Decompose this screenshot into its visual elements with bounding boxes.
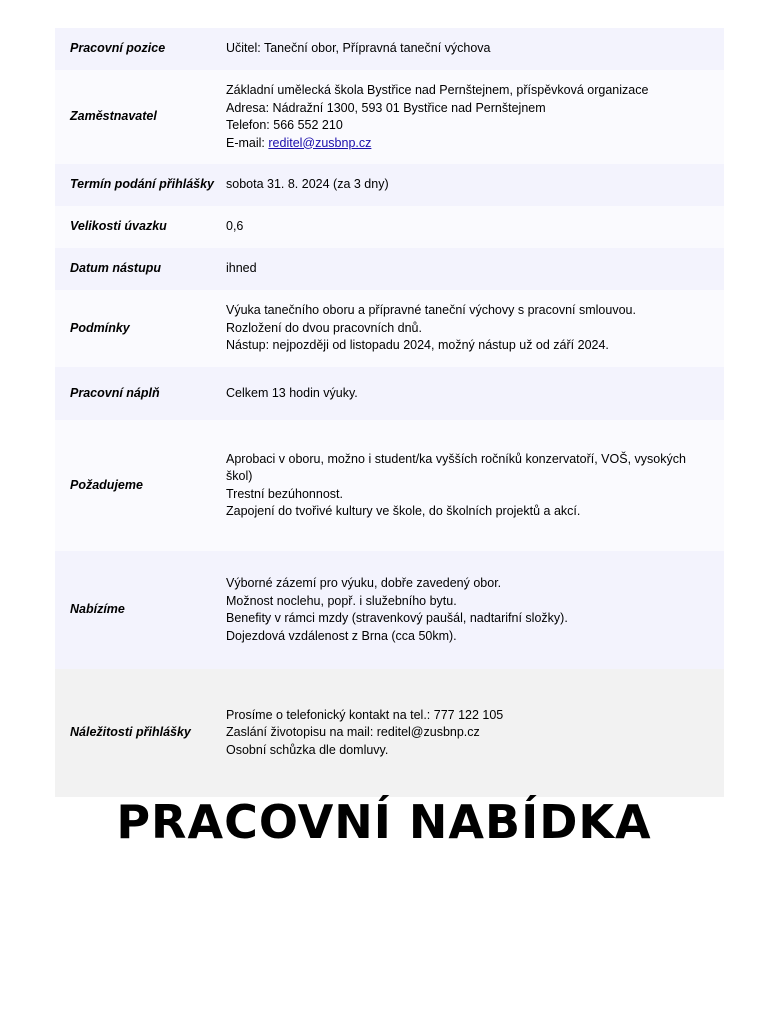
value-line: Aprobaci v oboru, možno i student/ka vyšších ročníků konzervatoří, VOŠ, vysokých škol) xyxy=(226,451,686,483)
row-label: Pracovní pozice xyxy=(70,41,166,56)
value-line: Základní umělecká škola Bystřice nad Pernštejnem, příspěvková organizace xyxy=(226,83,649,97)
value-line: Telefon: 566 552 210 xyxy=(226,118,343,132)
row-value xyxy=(226,218,724,236)
value-line: Osobní schůzka dle domluvy. xyxy=(226,742,389,757)
job-details-table xyxy=(55,28,724,797)
value-line: Nástup: nejpozději od listopadu 2024, možný nástup už od září 2024. xyxy=(226,338,609,353)
email-link[interactable]: reditel@zusbnp.cz xyxy=(268,135,372,150)
row-position xyxy=(55,28,724,70)
row-value xyxy=(226,575,724,645)
row-value xyxy=(226,40,724,58)
row-label: Zaměstnavatel xyxy=(70,109,157,124)
row-label: Termín podání přihlášky xyxy=(70,177,215,192)
row-conditions xyxy=(55,290,724,367)
row-value xyxy=(226,707,724,760)
row-requirements xyxy=(55,420,724,551)
row-label: Nabízíme xyxy=(70,602,125,617)
value-line: Celkem 13 hodin výuky. xyxy=(226,385,358,400)
value-line: Benefity v rámci mzdy (stravenkový paušál, nadtarifní složky). xyxy=(226,611,568,625)
row-value xyxy=(226,385,724,403)
row-value xyxy=(226,176,724,194)
value-line: Rozložení do dvou pracovních dnů. xyxy=(226,320,422,335)
row-value xyxy=(226,302,724,355)
row-value xyxy=(226,260,724,278)
value-line: Zapojení do tvořivé kultury ve škole, do školních projektů a akcí. xyxy=(226,504,581,518)
row-label: Požadujeme xyxy=(70,477,143,492)
value-line: Výborné zázemí pro výuku, dobře zavedený obor. xyxy=(226,576,502,590)
email-prefix: E-mail: xyxy=(226,135,269,150)
row-offer xyxy=(55,551,724,669)
row-employer xyxy=(55,70,724,164)
value-line: Dojezdová vzdálenost z Brna (cca 50km). xyxy=(226,628,457,643)
value-line: Možnost noclehu, popř. i služebního bytu. xyxy=(226,593,457,608)
value-line: Zaslání životopisu na mail: reditel@zusbnp.cz xyxy=(226,725,480,740)
row-value xyxy=(226,451,724,521)
value-line: Výuka tanečního oboru a přípravné taneční výchovy s pracovní smlouvou. xyxy=(226,303,636,318)
row-value xyxy=(226,82,724,152)
row-label: Podmínky xyxy=(70,320,130,335)
value-line: sobota 31. 8. 2024 (za 3 dny) xyxy=(226,177,389,192)
value-line: Adresa: Nádražní 1300, 593 01 Bystřice nad Pernštejnem xyxy=(226,100,546,115)
value-line: Trestní bezúhonnost. xyxy=(226,486,343,501)
row-application xyxy=(55,669,724,797)
value-line: 0,6 xyxy=(226,219,244,234)
value-line: Prosíme o telefonický kontakt na tel.: 777 122 105 xyxy=(226,707,504,722)
row-label: Datum nástupu xyxy=(70,261,161,276)
row-deadline xyxy=(55,164,724,206)
row-workload xyxy=(55,206,724,248)
row-label: Pracovní náplň xyxy=(70,385,160,400)
row-start-date xyxy=(55,248,724,290)
page-title: PRACOVNÍ NABÍDKA xyxy=(116,795,652,849)
email-line xyxy=(226,135,714,153)
value-line: ihned xyxy=(226,261,257,276)
row-job-description xyxy=(55,367,724,420)
row-label: Velikosti úvazku xyxy=(70,219,167,234)
value-line: Učitel: Taneční obor, Přípravná taneční výchova xyxy=(226,41,491,56)
row-label: Náležitosti přihlášky xyxy=(70,725,191,740)
